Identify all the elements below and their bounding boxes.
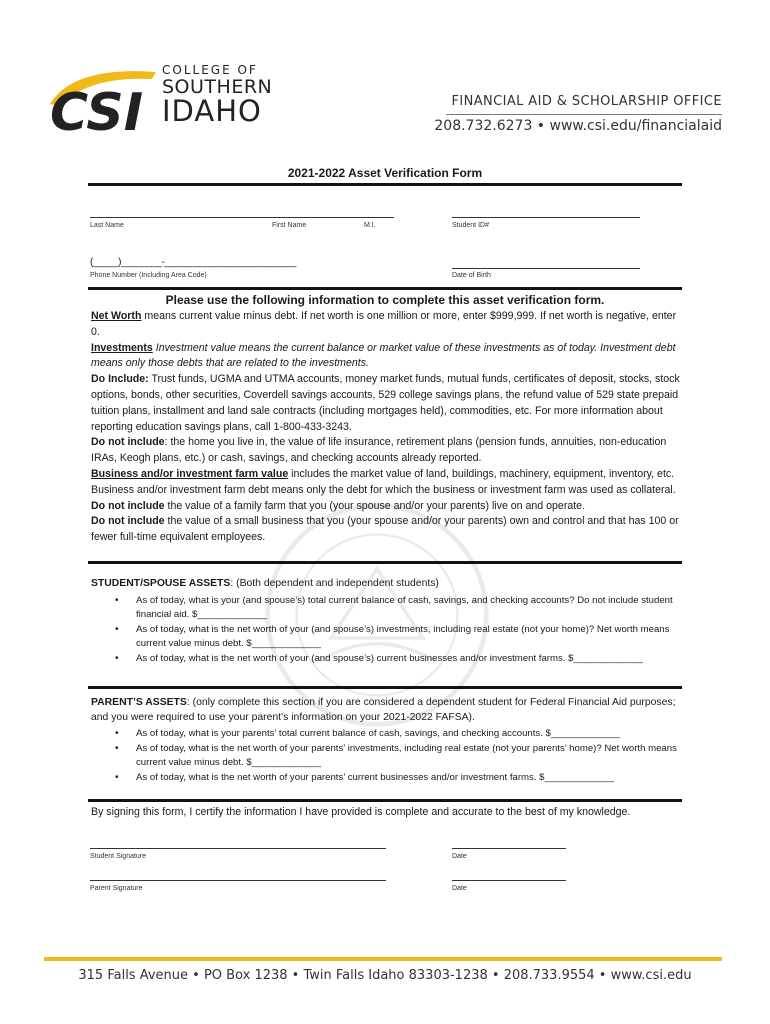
certification-text: By signing this form, I certify the information I have provided is complete and accurate to the best of my knowledge. (91, 806, 631, 818)
investments-paragraph (91, 341, 681, 373)
dob-label: Date of Birth (452, 272, 491, 279)
parent-signature-line[interactable] (90, 880, 386, 881)
do-not-include-paragraph (91, 435, 681, 467)
investments-text: Investment value means the current balance or market value of these investments as of today. Investment debt means only those debts that are related to the investments. (91, 341, 676, 370)
parent-date-line[interactable] (452, 880, 566, 881)
net-worth-term: Net Worth (91, 310, 142, 322)
student-asset-question-investments[interactable]: • As of today, what is the net worth of your (and spouse’s) investments, including real estate (not your home)? Net worth means current value minus debt. $_____________ (91, 623, 681, 652)
parent-asset-question-investments[interactable]: • As of today, what is the net worth of your parents’ investments, including real estate (not your parents’ home)? Net worth means current value minus debt. $_____________ (91, 742, 681, 771)
do-include-text: Trust funds, UGMA and UTMA accounts, money market funds, mutual funds, certificates of deposit, stocks, stock options, bonds, other securities, Coverdell savings accounts, 529 college savings plans, the refund value of 529 state prepaid tuition plans, installment and land sale contracts (including mortgages held), commodities, etc. For more information about reporting education savings plans, call 1-800-433-3243. (91, 373, 680, 433)
student-asset-question-business[interactable]: • As of today, what is the net worth of your (and spouse’s) current businesses and/or investment farms. $_____________ (91, 652, 681, 667)
footer-rule (44, 957, 722, 961)
instructions-body (91, 309, 681, 546)
small-business-text: the value of a small business that you (your spouse and/or your parents) own and control and that has 100 or fewer full-time equivalent employees. (91, 515, 679, 544)
small-business-paragraph (91, 514, 681, 546)
student-signature-line[interactable] (90, 848, 386, 849)
student-assets-heading-row (91, 577, 681, 592)
family-farm-paragraph (91, 499, 681, 515)
investments-term: Investments (91, 341, 153, 354)
student-id-label: Student ID# (452, 222, 489, 229)
dob-line[interactable] (452, 268, 640, 269)
parent-assets-heading-row (91, 696, 681, 725)
logo-letters: CSI (50, 83, 144, 136)
parent-section-rule (88, 686, 682, 689)
student-id-line[interactable] (452, 217, 640, 218)
phone-label: Phone Number (Including Area Code) (90, 272, 207, 279)
college-name (162, 64, 272, 126)
business-text: includes the market value of land, buildings, machinery, equipment, inventory, etc. Business and/or investment farm debt means only the debt for which the business or investment farm was used as collateral. (91, 467, 676, 496)
net-worth-text: means current value minus debt. If net worth is one million or more, enter $999,999. If net worth is negative, enter 0. (91, 310, 677, 338)
business-paragraph (91, 467, 681, 499)
student-assets-note: : (Both dependent and independent students) (230, 578, 439, 589)
student-assets-list (91, 594, 681, 667)
do-include-paragraph (91, 372, 681, 435)
parent-asset-question-business[interactable]: • As of today, what is the net worth of your parents’ current businesses and/or investment farms. $_____________ (91, 771, 681, 786)
parent-asset-question-cash[interactable]: • As of today, what is your parents’ total current balance of cash, savings, and checking accounts. $_____________ (91, 727, 681, 742)
do-not-include-text: : the home you live in, the value of life insurance, retirement plans (pension funds, annuities, non-education IRAs, Keogh plans, etc.) or cash, savings, and checking accounts already reported. (91, 436, 667, 465)
office-contact: 208.732.6273 • www.csi.edu/financialaid (434, 118, 722, 134)
idaho: IDAHO (162, 94, 262, 128)
csi-logo-mark (48, 64, 158, 136)
header-divider (446, 114, 722, 115)
parent-assets-note: : (only complete this section if you are considered a dependent student for Federal Financial Aid purposes; and you were required to use your parent’s information on your 2021-2022 FAFSA). (91, 697, 676, 723)
last-name-label: Last Name (90, 222, 124, 229)
do-not-include-term: Do not include (91, 436, 165, 449)
net-worth-paragraph (91, 309, 681, 341)
student-date-line[interactable] (452, 848, 566, 849)
first-name-label: First Name (272, 222, 307, 229)
phone-line[interactable]: (_____)________-__________________________ (90, 257, 296, 268)
form-title: 2021-2022 Asset Verification Form (287, 166, 483, 180)
do-include-term: Do Include: (91, 373, 149, 386)
title-rule (88, 183, 682, 186)
parent-assets-heading: PARENT’S ASSETS (91, 697, 187, 708)
parent-signature-label: Parent Signature (90, 885, 143, 892)
office-name: FINANCIAL AID & SCHOLARSHIP OFFICE (451, 94, 722, 109)
student-assets-heading: STUDENT/SPOUSE ASSETS (91, 578, 231, 589)
instructions-heading: Please use the following information to complete this asset verification form. (165, 293, 605, 307)
section-rule (88, 287, 682, 290)
parent-assets-section (91, 696, 681, 786)
mi-label: M.I. (364, 222, 376, 229)
parent-date-label: Date (452, 885, 467, 892)
southern: SOUTHERN (162, 76, 273, 98)
student-date-label: Date (452, 853, 467, 860)
parent-assets-list (91, 727, 681, 785)
business-term: Business and/or investment farm value (91, 467, 289, 480)
family-farm-term: Do not include (91, 499, 165, 512)
student-signature-label: Student Signature (90, 853, 147, 860)
certification-rule (88, 799, 682, 802)
small-business-term: Do not include (91, 515, 165, 528)
student-section-rule (88, 561, 682, 564)
footer-address: 315 Falls Avenue • PO Box 1238 • Twin Falls Idaho 83303-1238 • 208.733.9554 • www.csi.edu (78, 968, 692, 983)
name-line[interactable] (90, 217, 394, 218)
college-of: COLLEGE OF (162, 63, 258, 77)
student-assets-section (91, 577, 681, 667)
family-farm-text: the value of a family farm that you (your spouse and/or your parents) live on and operate. (164, 499, 586, 512)
student-asset-question-cash[interactable]: • As of today, what is your (and spouse’s) total current balance of cash, savings, and checking accounts? Do not include student financial aid. $_____________ (91, 594, 681, 623)
